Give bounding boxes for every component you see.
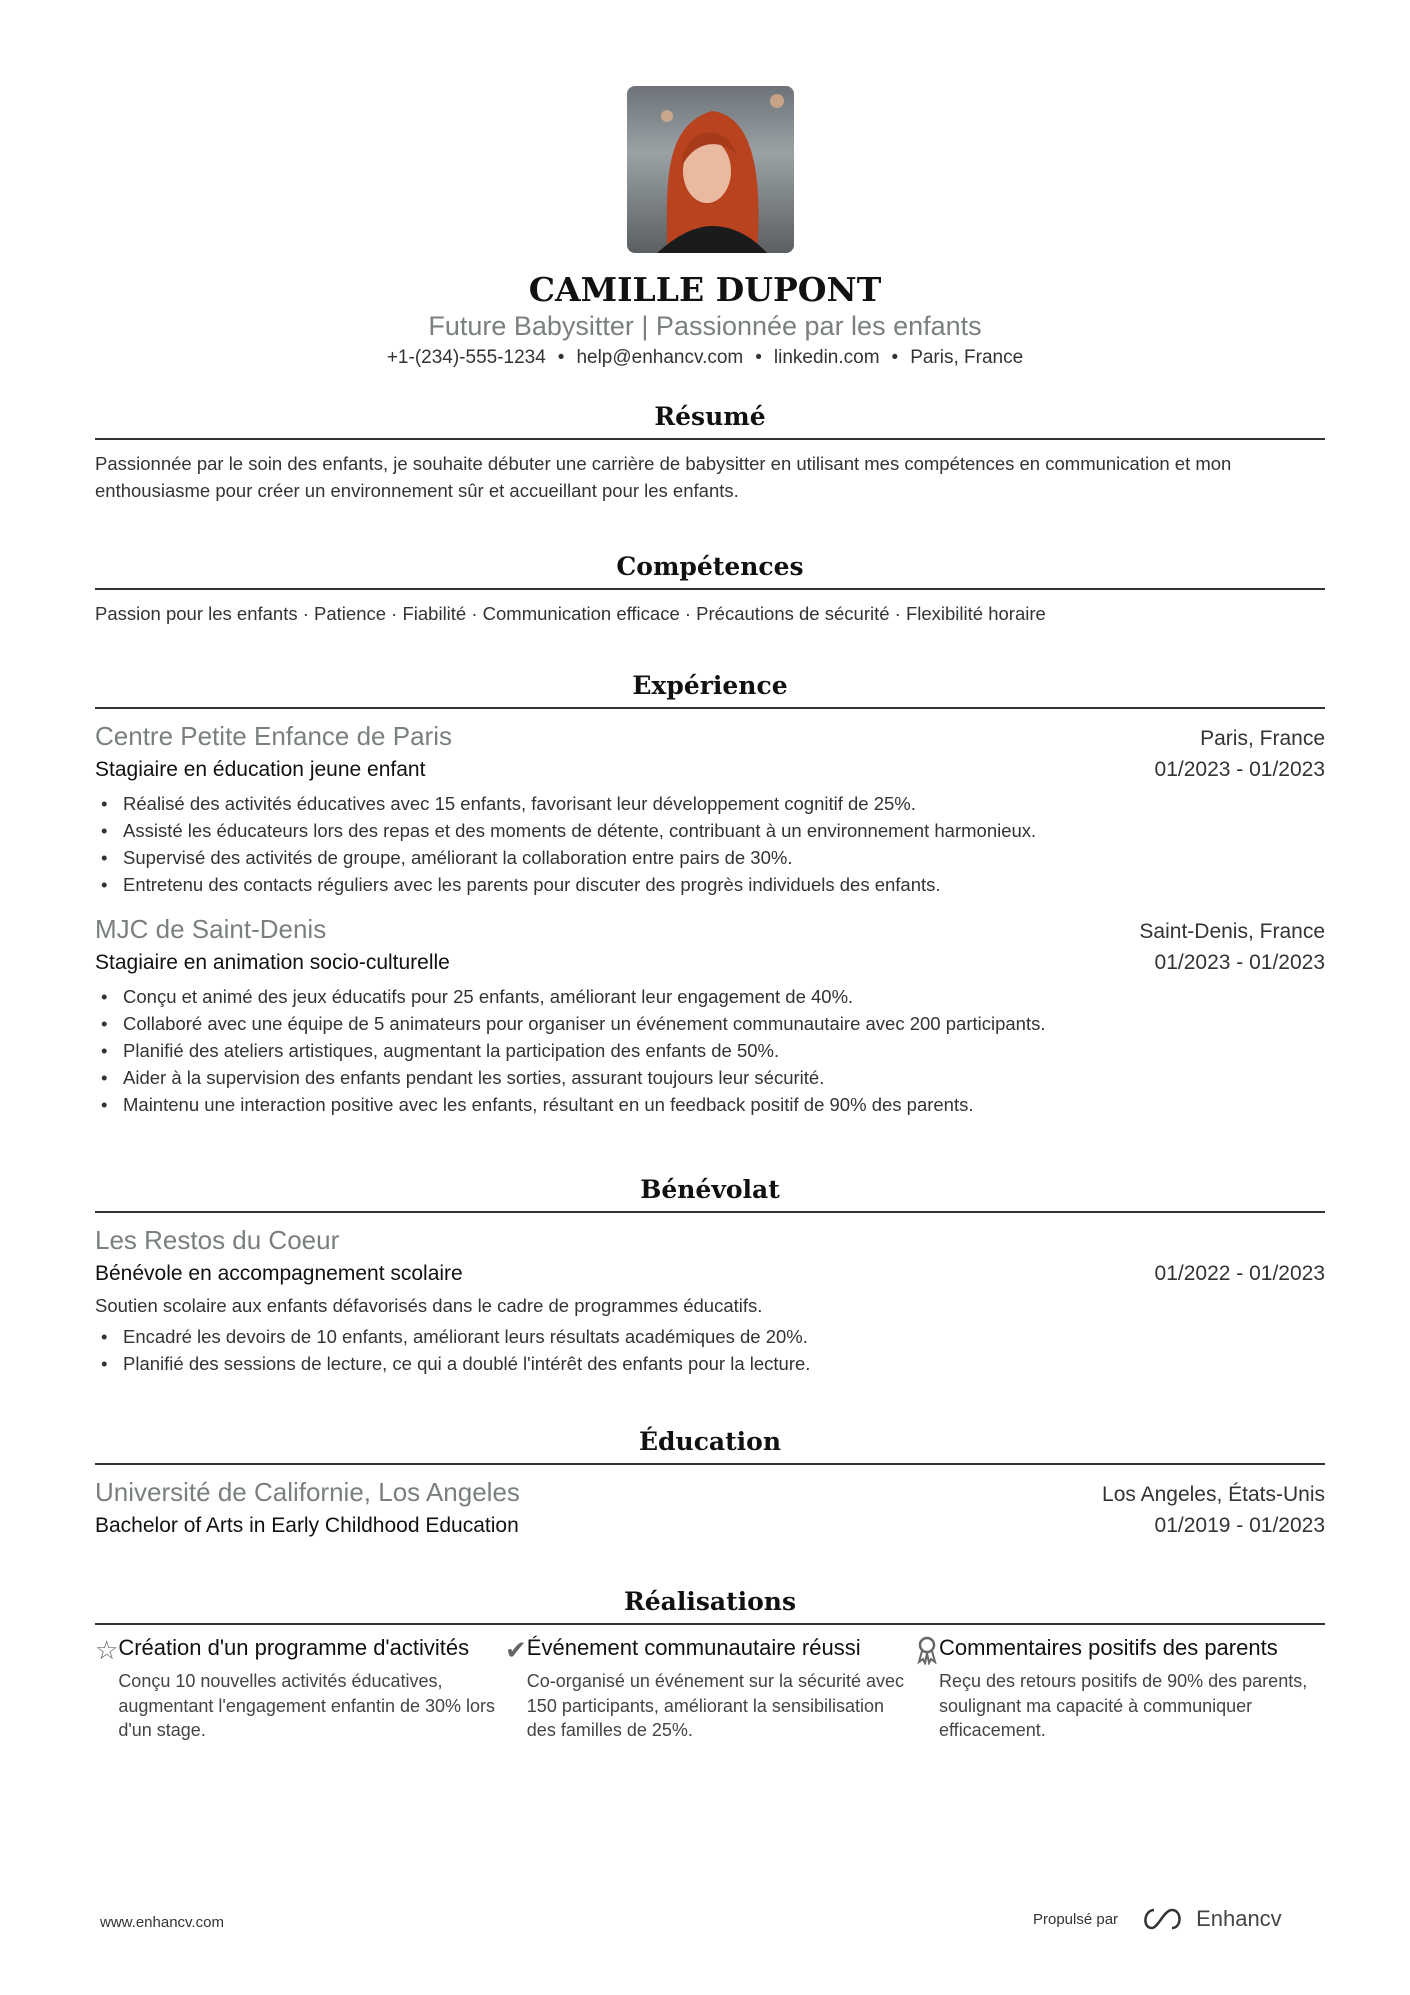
- bullet: • Encadré les devoirs de 10 enfants, améliorant leurs résultats académiques de 20%.: [95, 1323, 1325, 1350]
- dates: 01/2023 - 01/2023: [1154, 758, 1325, 781]
- company: MJC de Saint-Denis: [95, 914, 327, 944]
- candidate-title: Future Babysitter | Passionnée par les enfants: [428, 311, 982, 341]
- company: Centre Petite Enfance de Paris: [95, 721, 452, 751]
- dates: 01/2019 - 01/2023: [1154, 1514, 1325, 1537]
- skills-text: Passion pour les enfants · Patience · Fiabilité · Communication efficace · Précautions de sécurité · Flexibilité horaire: [95, 603, 1046, 624]
- award-icon: [915, 1635, 939, 1743]
- volunteer-section: [95, 1173, 1325, 1377]
- achievement-title: Création d'un programme d'activités: [118, 1635, 470, 1660]
- section-title: Expérience: [95, 669, 1325, 709]
- bullet: • Réalisé des activités éducatives avec 15 enfants, favorisant leur développement cognitif de 25%.: [95, 790, 1325, 817]
- role: Stagiaire en animation socio-culturelle: [95, 951, 450, 974]
- section-title: Compétences: [95, 550, 1325, 590]
- bullet: • Planifié des sessions de lecture, ce qui a doublé l'intérêt des enfants pour la lecture.: [95, 1350, 1325, 1377]
- footer-website[interactable]: www.enhancv.com: [100, 1914, 224, 1931]
- experience-section: [95, 669, 1325, 1118]
- school: Université de Californie, Los Angeles: [95, 1477, 520, 1507]
- degree: Bachelor of Arts in Early Childhood Education: [95, 1514, 519, 1537]
- location: Paris, France: [1200, 727, 1325, 750]
- powered-by: Propulsé par: [1033, 1910, 1119, 1928]
- organization: Les Restos du Coeur: [95, 1225, 340, 1255]
- location: Los Angeles, États-Unis: [1102, 1483, 1325, 1506]
- phone: +1-(234)-555-1234: [386, 347, 546, 368]
- bullet: • Collaboré avec une équipe de 5 animateurs pour organiser un événement communautaire avec 200 participants.: [95, 1010, 1325, 1037]
- achievement-item: [505, 1635, 915, 1743]
- footer-branding: [1033, 1906, 1282, 1932]
- section-title: Réalisations: [95, 1585, 1325, 1625]
- experience-item: [95, 912, 1325, 1118]
- section-title: Éducation: [95, 1425, 1325, 1465]
- bullet: • Planifié des ateliers artistiques, augmentant la participation des enfants de 50%.: [95, 1037, 1325, 1064]
- candidate-name: CAMILLE DUPONT: [528, 270, 882, 309]
- bullet: • Maintenu une interaction positive avec les enfants, résultant en un feedback positif de 90% des parents.: [95, 1091, 1325, 1118]
- education-section: [95, 1425, 1325, 1542]
- brand-name: Enhancv: [1196, 1906, 1282, 1931]
- profile-photo: [627, 86, 794, 253]
- dates: 01/2023 - 01/2023: [1154, 951, 1325, 974]
- contact-info: +1-(234)-555-1234 • help@enhancv.com • linkedin.com • Paris, France: [386, 347, 1024, 368]
- location: Paris, France: [910, 347, 1024, 368]
- achievement-title: Événement communautaire réussi: [526, 1635, 861, 1660]
- achievement-description: Co-organisé un événement sur la sécurité avec 150 participants, améliorant la sensibilisation des familles de 25%.: [526, 1671, 904, 1740]
- role: Stagiaire en éducation jeune enfant: [95, 758, 426, 781]
- summary-section: [95, 400, 1325, 504]
- section-title: Bénévolat: [95, 1173, 1325, 1213]
- achievements-section: [95, 1585, 1325, 1743]
- star-icon: ☆: [95, 1635, 119, 1665]
- dates: 01/2022 - 01/2023: [1154, 1262, 1325, 1285]
- bullet: • Assisté les éducateurs lors des repas et des moments de détente, contribuant à un environnement harmonieux.: [95, 817, 1325, 844]
- skills-section: [95, 550, 1325, 627]
- achievement-title: Commentaires positifs des parents: [939, 1635, 1278, 1660]
- achievement-item: [915, 1635, 1325, 1743]
- section-title: Résumé: [95, 400, 1325, 440]
- summary-text: Passionnée par le soin des enfants, je souhaite débuter une carrière de babysitter en utilisant mes compétences en communication et mon enthousiasme pour créer un environnement sûr et accueillant pour les enfants.: [95, 453, 1232, 501]
- experience-item: [95, 719, 1325, 898]
- linkedin[interactable]: linkedin.com: [773, 347, 880, 368]
- bullet: • Aider à la supervision des enfants pendant les sorties, assurant toujours leur sécurité.: [95, 1064, 1325, 1091]
- achievement-description: Conçu 10 nouvelles activités éducatives, augmentant l'engagement enfantin de 30% lors d'un stage.: [118, 1671, 496, 1740]
- description: Soutien scolaire aux enfants défavorisés dans le cadre de programmes éducatifs.: [95, 1295, 763, 1316]
- email[interactable]: help@enhancv.com: [576, 347, 744, 368]
- achievement-description: Reçu des retours positifs de 90% des parents, soulignant ma capacité à communiquer efficacement.: [939, 1671, 1308, 1740]
- check-icon: ✔: [505, 1635, 527, 1665]
- location: Saint-Denis, France: [1139, 920, 1325, 943]
- enhancv-logo-icon: [1138, 1906, 1186, 1932]
- bullet: • Entretenu des contacts réguliers avec les parents pour discuter des progrès individuels des enfants.: [95, 871, 1325, 898]
- role: Bénévole en accompagnement scolaire: [95, 1262, 463, 1285]
- bullet: • Conçu et animé des jeux éducatifs pour 25 enfants, améliorant leur engagement de 40%.: [95, 983, 1325, 1010]
- achievement-item: [95, 1635, 505, 1743]
- bullet: • Supervisé des activités de groupe, améliorant la collaboration entre pairs de 30%.: [95, 844, 1325, 871]
